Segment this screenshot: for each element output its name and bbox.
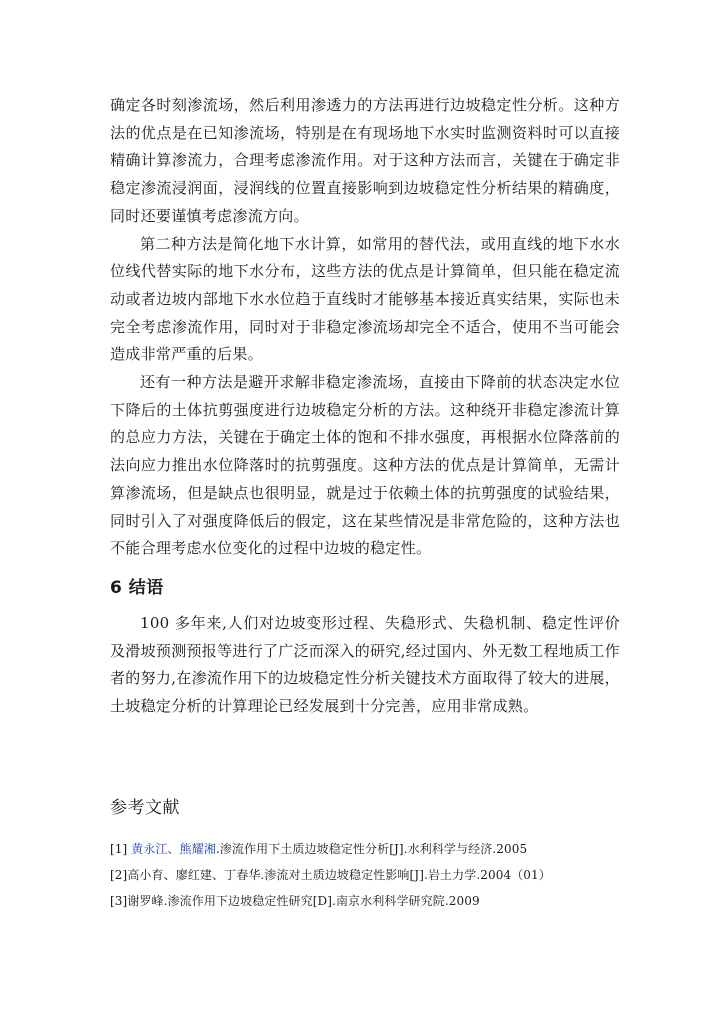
reference-authors: 高小育、廖红建、丁春华 — [127, 867, 261, 882]
reference-index: [3] — [110, 893, 128, 908]
body-paragraph-2: 第二种方法是简化地下水计算，如常用的替代法，或用直线的地下水水位线代替实际的地下水分布，这些方法的优点是计算简单，但只能在稳定流动或者边坡内部地下水水位趋于直线时才能够基本接近真实结果，实际也未完全考虑渗流作用，同时对于非稳定渗流场却完全不适合，使用不当可能会造成非常严重的后果。 — [110, 234, 620, 364]
body-paragraph-1: 确定各时刻渗流场，然后利用渗透力的方法再进行边坡稳定性分析。这种方法的优点是在已知渗流场，特别是在有现场地下水实时监测资料时可以直接精确计算渗流力，合理考虑渗流作用。对于这种方法而言，关键在于确定非稳定渗流浸润面，浸润线的位置直接影响到边坡稳定性分析结果的精确度，同时还要谨慎考虑渗流方向。 — [110, 96, 620, 225]
conclusion-paragraph: 100 多年来,人们对边坡变形过程、失稳形式、失稳机制、稳定性评价及滑坡预测预报等进行了广泛而深入的研究,经过国内、外无数工程地质工作者的努力,在渗流作用下的边坡稳定性分析关键技术方面取得了较大的进展，土坡稳定分析的计算理论已经发展到十分完善，应用非常成熟。 — [110, 613, 620, 716]
document-page — [110, 92, 620, 914]
reference-index: [2] — [110, 867, 128, 882]
references-heading: 参考文献 — [110, 797, 180, 818]
reference-details: .渗流对土质边坡稳定性影响[J].岩土力学.2004（01） — [260, 867, 551, 882]
reference-authors-link[interactable]: 黄永江、熊耀湘 — [131, 841, 216, 856]
reference-item-1 — [110, 836, 620, 862]
conclusion-heading: 6 结语 — [110, 577, 164, 598]
body-paragraph-3: 还有一种方法是避开求解非稳定渗流场，直接由下降前的状态决定水位下降后的土体抗剪强度进行边坡稳定分析的方法。这种绕开非稳定渗流计算的总应力方法，关键在于确定土体的饱和不排水强度，再根据水位降落前的法向应力推出水位降落时的抗剪强度。这种方法的优点是计算简单，无需计算渗流场，但是缺点也很明显，就是过于依赖土体的抗剪强度的试验结果，同时引入了对强度降低后的假定，这在某些情况是非常危险的，这种方法也不能合理考虑水位变化的过程中边坡的稳定性。 — [110, 373, 620, 558]
reference-authors: 谢罗峰 — [127, 893, 164, 908]
reference-details: .渗流作用下土质边坡稳定性分析[J].水利科学与经济.2005 — [215, 841, 528, 856]
reference-item-2 — [110, 862, 620, 888]
reference-item-3 — [110, 888, 620, 914]
reference-details: .渗流作用下边坡稳定性研究[D].南京水利科学研究院.2009 — [163, 893, 480, 908]
reference-index: [1] — [110, 841, 132, 856]
